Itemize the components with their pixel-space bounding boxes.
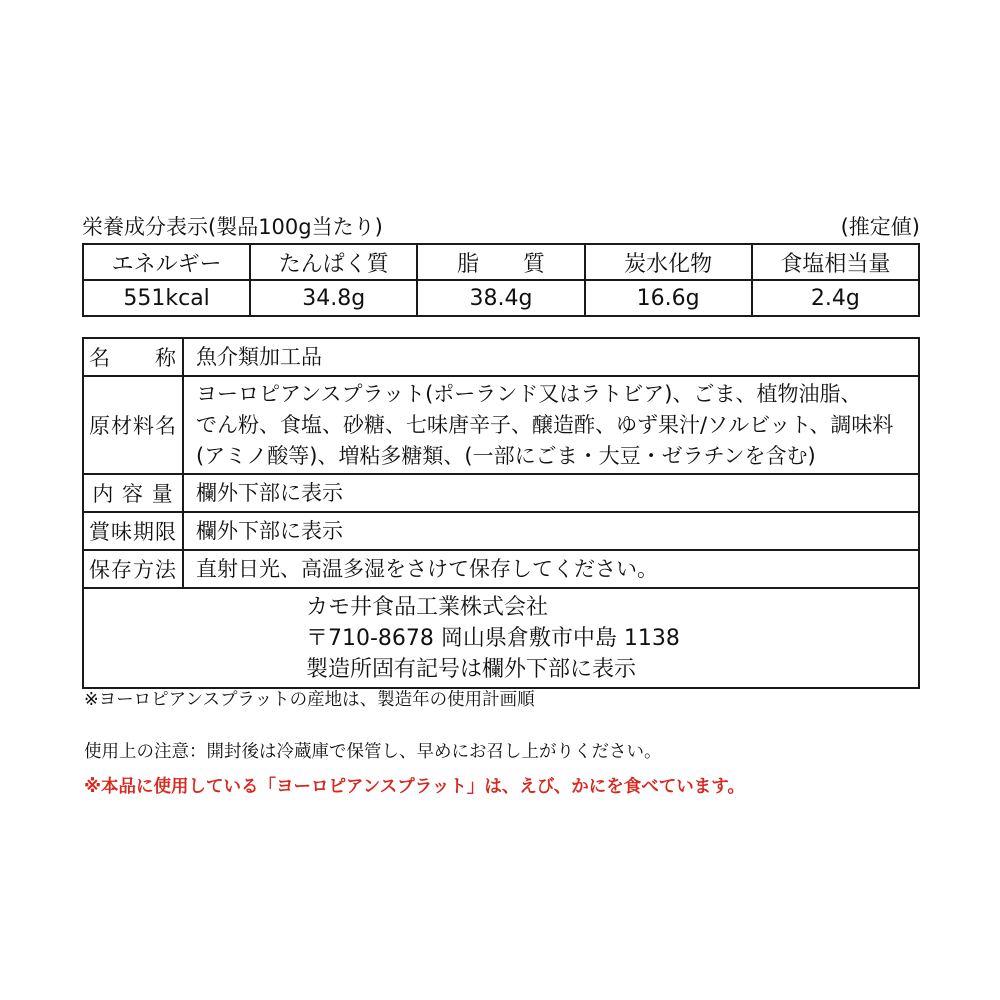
nutrition-table — [82, 243, 920, 317]
factory-code-note: 製造所固有記号は欄外下部に表示 — [306, 656, 637, 682]
storage-value: 直射日光、高温多湿をさけて保存してください。 — [183, 550, 919, 588]
nutrition-title: 栄養成分表示(製品100g当たり) — [82, 215, 383, 239]
ingredients-line: でん粉、食塩、砂糖、七味唐辛子、醸造酢、ゆず果汁/ソルビット、調味料 — [196, 412, 894, 437]
product-name-value: 魚介類加工品 — [183, 338, 919, 376]
product-name-label: 名 称 — [83, 338, 183, 376]
best-before-value: 欄外下部に表示 — [183, 512, 919, 550]
nutrition-header-carbohydrate: 炭水化物 — [585, 244, 752, 280]
best-before-row — [83, 512, 919, 550]
nutrition-header-salt: 食塩相当量 — [752, 244, 919, 280]
company-address: 〒710-8678 岡山県倉敷市中島 1138 — [306, 625, 680, 651]
product-info-table — [82, 337, 920, 689]
usage-caution: 使用上の注意：開封後は冷蔵庫で保管し、早めにお召し上がりください。 — [84, 742, 662, 762]
nutrition-value-fat: 38.4g — [417, 280, 584, 316]
origin-note: ※ヨーロピアンスプラットの産地は、製造年の使用計画順 — [84, 690, 535, 710]
ingredients-line: ヨーロピアンスプラット(ポーランド又はラトビア)、ごま、植物油脂、 — [196, 381, 862, 406]
company-name: カモ井食品工業株式会社 — [306, 594, 549, 620]
nutrition-header — [82, 212, 920, 242]
nutrition-value-row — [83, 280, 919, 316]
contents-row — [83, 474, 919, 512]
nutrition-header-fat: 脂 質 — [417, 244, 584, 280]
company-row — [83, 588, 919, 688]
allergy-warning: ※本品に使用している「ヨーロピアンスプラット」は、えび、かにを食べています。 — [84, 777, 745, 797]
company-cell — [83, 588, 919, 688]
ingredients-line: (アミノ酸等)、増粘多糖類、(一部にごま・大豆・ゼラチンを含む) — [196, 443, 816, 468]
contents-label: 内 容 量 — [83, 474, 183, 512]
product-name-row — [83, 338, 919, 376]
storage-label: 保存方法 — [83, 550, 183, 588]
ingredients-row — [83, 376, 919, 474]
nutrition-value-salt: 2.4g — [752, 280, 919, 316]
nutrition-header-row — [83, 244, 919, 280]
nutrition-value-protein: 34.8g — [250, 280, 417, 316]
contents-value: 欄外下部に表示 — [183, 474, 919, 512]
best-before-label: 賞味期限 — [83, 512, 183, 550]
nutrition-value-energy: 551kcal — [83, 280, 250, 316]
ingredients-label: 原材料名 — [83, 376, 183, 474]
ingredients-value — [183, 376, 919, 474]
nutrition-header-energy: エネルギー — [83, 244, 250, 280]
nutrition-estimate-note: (推定値) — [840, 215, 920, 239]
nutrition-header-protein: たんぱく質 — [250, 244, 417, 280]
nutrition-value-carbohydrate: 16.6g — [585, 280, 752, 316]
storage-row — [83, 550, 919, 588]
